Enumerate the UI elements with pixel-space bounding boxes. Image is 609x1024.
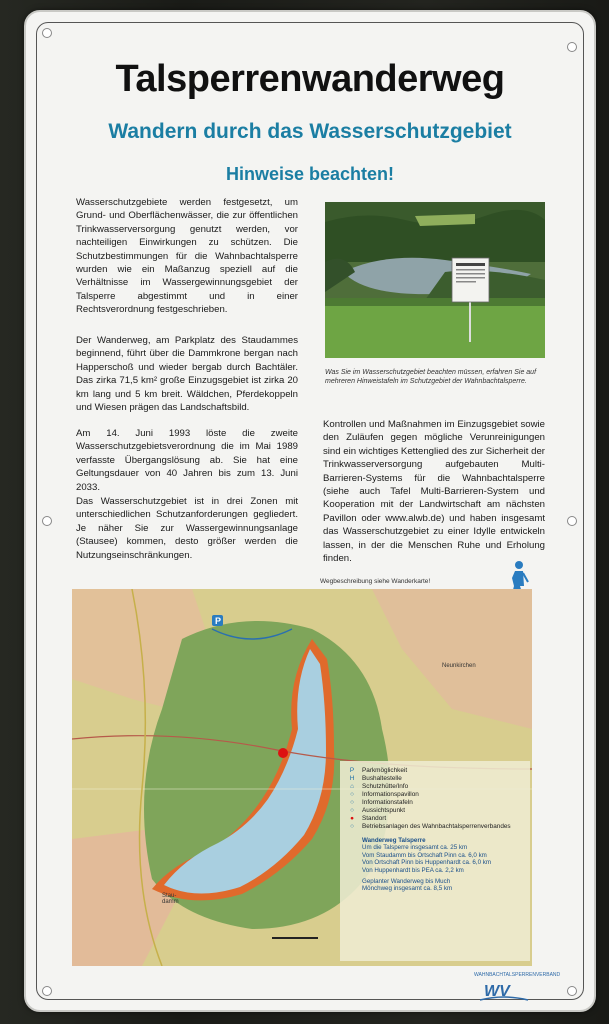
legend-item: ○ Betriebsanlagen des Wahnbachtalsperrenverbandes <box>346 823 524 831</box>
route-item: Geplanter Wanderweg bis Much <box>362 878 451 886</box>
legend-item: ○ Informationspavillon <box>346 791 524 799</box>
screw-icon <box>567 516 577 526</box>
facility-icon: ○ <box>350 823 354 830</box>
screw-icon <box>42 28 52 38</box>
bus-stop-icon: H <box>349 775 355 782</box>
map-label-neunkirchen: Neunkirchen <box>442 663 476 669</box>
wv-logo: WAHNBACHTALSPERRENVERBAND WV <box>474 972 561 1000</box>
legend-item: ○ Aussichtspunkt <box>346 807 524 815</box>
route-item: Um die Talsperre insgesamt ca. 25 km <box>362 844 468 852</box>
lake-photo <box>325 202 545 358</box>
paragraph: Das Wasserschutzgebiet ist in drei Zonen mit unterschiedlichen Schutzanforderungen gegliedert. Je näher Sie zur Wassergewinnungsanlage (Stausee) kommen, desto größer werden die Nutzungseinschränkungen. <box>76 496 298 561</box>
photo-caption: Was Sie im Wasserschutzgebiet beachten müssen, erfahren Sie auf mehreren Hinweistafeln im Schutzgebiet der Wahnbachtalsperre. <box>325 369 537 385</box>
route-item: Vom Staudamm bis Ortschaft Pinn ca. 6,0 km <box>362 851 487 859</box>
legend-item: P Parkmöglichkeit <box>346 767 524 775</box>
svg-text:WV: WV <box>484 983 510 1000</box>
route-item: Mönchweg insgesamt ca. 8,5 km <box>362 885 453 893</box>
paragraph: Am 14. Juni 1993 löste die zweite Wasserschutzgebietsverordnung die im Mai 1989 verfasste Übergangslösung ab. Sie hat eine Geltungsdauer von 40 Jahren bis zum 13. Juni 2033. <box>76 428 298 493</box>
route-item: Von Huppenhardt bis PEA ca. 2,2 km <box>362 866 464 874</box>
location-icon: ● <box>350 815 354 822</box>
map-legend <box>340 761 530 961</box>
paragraph: Wasserschutzgebiete werden festgesetzt, um Grund- und Oberflächenwässer, die zur öffentlichen Trinkwasserversorgung genutzt werden, vor nachteiligen Einwirkungen zu schützen. Die Schutzbestimmungen für die Wahnbachtalsperre wurden wie ein Maßanzug speziell auf die Verhältnisse im Wassergewinnungsgebiet der Talsperre abgestimmt und in einer Rechtsverordnung festgeschrieben. <box>76 197 298 316</box>
sign-subtitle: Wandern durch das Wasserschutzgebiet <box>108 120 512 143</box>
sign-hint: Hinweise beachten! <box>225 164 395 184</box>
map-label-staudamm: Stau-damm <box>162 893 179 905</box>
legend-item: ● Standort <box>346 815 524 823</box>
info-board-icon: ○ <box>350 799 354 806</box>
hiking-map <box>72 589 532 966</box>
parking-map-icon: P <box>215 616 222 626</box>
information-sign <box>24 10 596 1012</box>
screw-icon <box>42 986 52 996</box>
legend-item: ⌂ Schutzhütte/Info <box>346 783 524 791</box>
screw-icon <box>42 516 52 526</box>
parking-icon: P <box>349 767 355 774</box>
info-pavilion-icon: ○ <box>350 791 354 798</box>
paragraph: Kontrollen und Maßnahmen im Einzugsgebiet sowie den Zuläufen gegen mögliche Verunreinigungen sind ein wichtiges Kettenglied des zur Sicherheit der Trinkwasserversorgung aufgebauten Multi-Barrieren-Systems für die Wahnbachtalsperre (siehe auch Tafel Multi-Barrieren-System und Kooperation mit der Landwirtschaft am nächsten Pavillon oder www.alwb.de) und haben insgesamt das Wasserschutzgebiet zu einer Idylle entwickeln lassen, in der die Menschen Ruhe und Erholung finden. <box>323 419 545 565</box>
legend-item: ○ Informationstafeln <box>346 799 524 807</box>
screw-icon <box>567 42 577 52</box>
legend-item: H Bushaltestelle <box>346 775 524 783</box>
screw-icon <box>567 986 577 996</box>
route-item: Wanderweg Talsperre <box>362 837 426 844</box>
route-item: Von Ortschaft Pinn bis Huppenhardt ca. 6,0 km <box>362 859 491 867</box>
map-note: Wegbeschreibung siehe Wanderkarte! <box>320 578 431 585</box>
sign-title: Talsperrenwanderweg <box>115 58 505 100</box>
viewpoint-icon: ○ <box>350 807 354 814</box>
paragraph: Der Wanderweg, am Parkplatz des Staudammes beginnend, führt über die Dammkrone bergan nach Happerschoß und wieder bergab durch Bachtäler. Das zirka 71,5 km² große Einzugsgebiet ist zirka 20 km lang und 5 km breit. Wäldchen, Pferdekoppeln und Wiesen prägen das Landschaftsbild. <box>76 335 298 414</box>
shelter-icon: ⌂ <box>350 783 354 790</box>
